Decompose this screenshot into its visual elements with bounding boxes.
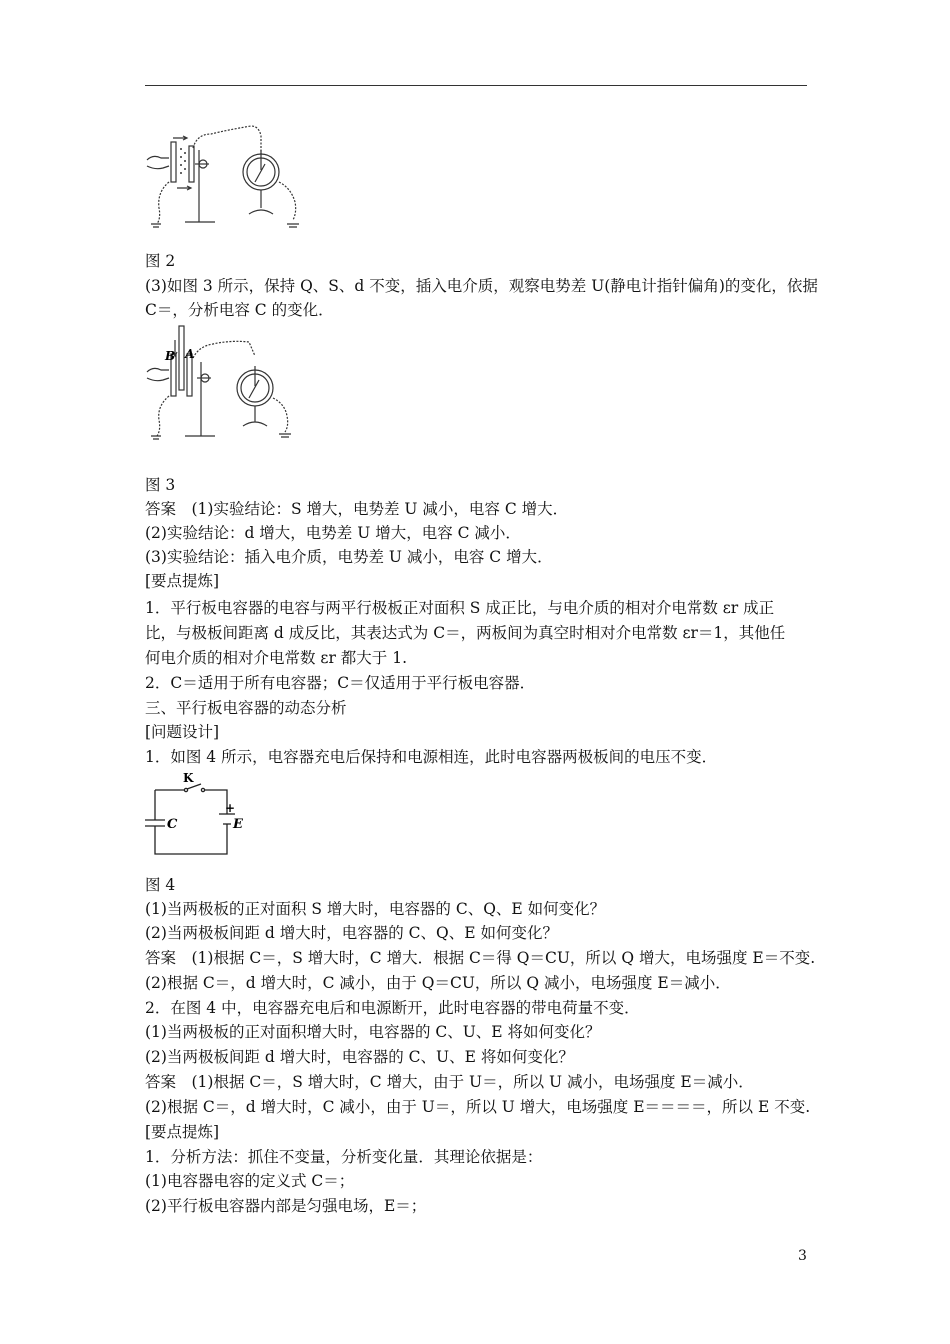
figure-4-label-c: C [167,817,178,832]
figure-4-label-plus: + [225,801,236,815]
header-rule [145,85,807,86]
text-line-12: [问题设计] [145,723,220,741]
text-line-7: 1．平行板电容器的电容与两平行极板正对面积 S 成正比，与电介质的相对介电常数 εr 成正 [145,599,775,617]
text-line-11: 三、平行板电容器的动态分析 [145,699,347,717]
figure-4-label-k: K [183,771,194,785]
text-line-26: (2)平行板电容器内部是匀强电场，E＝； [145,1197,427,1215]
figure-3-label-a: A [185,347,195,361]
text-line-15: (2)当两极板间距 d 增大时，电容器的 C、Q、E 如何变化？ [145,924,558,942]
text-line-23: [要点提炼] [145,1123,220,1141]
figure-4-caption: 图 4 [145,876,176,894]
text-line-21: 答案 (1)根据 C＝，S 增大时，C 增大，由于 U＝，所以 U 减小，电场强度 E＝减小． [145,1073,754,1091]
text-line-14: (1)当两极板的正对面积 S 增大时，电容器的 C、Q、E 如何变化？ [145,900,606,918]
figure-4-label-e: E [233,817,243,832]
text-line-17: (2)根据 C＝，d 增大时，C 减小，由于 Q＝CU，所以 Q 减小，电场强度 E＝减小． [145,974,731,992]
figure-3-label-b: B [165,349,176,363]
text-line-2: C＝，分析电容 C 的变化． [145,301,334,319]
figure-3-dielectric [143,322,303,444]
figure-2-caption: 图 2 [145,252,176,270]
text-line-24: 1．分析方法：抓住不变量，分析变化量．其理论依据是： [145,1148,543,1166]
text-line-22: (2)根据 C＝，d 增大时，C 减小，由于 U＝，所以 U 增大，电场强度 E＝＝＝＝，所以 E 不变. [145,1098,811,1116]
text-line-8: 比，与极板间距离 d 成反比，其表达式为 C＝，两板间为真空时相对介电常数 εr＝1，其他任 [145,624,786,642]
text-line-20: (2)当两极板间距 d 增大时，电容器的 C、U、E 将如何变化？ [145,1048,574,1066]
figure-4-circuit [143,770,253,860]
text-line-5: (3)实验结论：插入电介质，电势差 U 减小，电容 C 增大． [145,548,553,566]
text-line-3: 答案 (1)实验结论：S 增大，电势差 U 减小，电容 C 增大． [145,500,569,518]
page-number: 3 [798,1248,807,1264]
text-line-25: (1)电容器电容的定义式 C＝； [145,1172,355,1190]
figure-2-electroscope [143,120,313,232]
text-line-13: 1．如图 4 所示，电容器充电后保持和电源相连，此时电容器两极板间的电压不变． [145,748,718,766]
text-line-4: (2)实验结论：d 增大，电势差 U 增大，电容 C 减小． [145,524,521,542]
text-line-16: 答案 (1)根据 C＝，S 增大时，C 增大．根据 C＝得 Q＝CU，所以 Q 增大，电场强度 E＝不变. [145,949,816,967]
text-line-1: (3)如图 3 所示，保持 Q、S、d 不变，插入电介质，观察电势差 U(静电计指针偏角)的变化，依据 [145,277,818,295]
text-line-19: (1)当两极板的正对面积增大时，电容器的 C、U、E 将如何变化？ [145,1023,601,1041]
text-line-6: [要点提炼] [145,572,220,590]
text-line-18: 2．在图 4 中，电容器充电后和电源断开，此时电容器的带电荷量不变． [145,999,640,1017]
figure-3-caption: 图 3 [145,476,176,494]
text-line-9: 何电介质的相对介电常数 εr 都大于 1. [145,649,408,667]
text-line-10: 2．C＝适用于所有电容器；C＝仅适用于平行板电容器． [145,674,536,692]
